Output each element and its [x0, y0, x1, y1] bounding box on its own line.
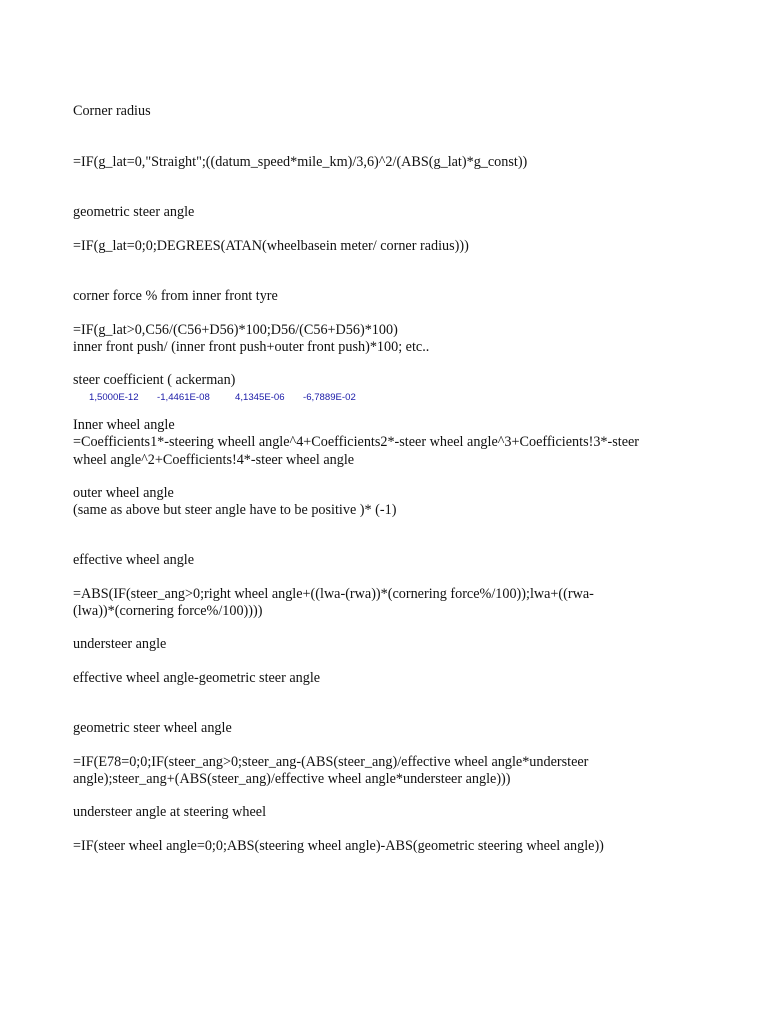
- understeer-angle-heading: understeer angle: [73, 636, 167, 652]
- geometric-steer-wheel-angle-formula-line1: =IF(E78=0;0;IF(steer_ang>0;steer_ang-(ABS(steer_ang)/effective wheel angle*understeer: [73, 754, 589, 770]
- understeer-angle-steering-wheel-formula: =IF(steer wheel angle=0;0;ABS(steering wheel angle)-ABS(geometric steering wheel angle)): [73, 838, 604, 854]
- outer-wheel-angle-note: (same as above but steer angle have to be positive )* (-1): [73, 502, 397, 518]
- inner-wheel-angle-formula-line2: wheel angle^2+Coefficients!4*-steer wheel angle: [73, 452, 355, 468]
- understeer-angle-steering-wheel-heading: understeer angle at steering wheel: [73, 804, 267, 820]
- effective-wheel-angle-heading: effective wheel angle: [73, 552, 195, 568]
- steer-coefficient-heading: steer coefficient ( ackerman): [73, 372, 236, 388]
- understeer-angle-formula: effective wheel angle-geometric steer angle: [73, 670, 321, 686]
- corner-force-explanation: inner front push/ (inner front push+outer front push)*100; etc..: [73, 339, 430, 355]
- corner-radius-formula: =IF(g_lat=0,"Straight";((datum_speed*mile_km)/3,6)^2/(ABS(g_lat)*g_const)): [73, 154, 528, 170]
- geometric-steer-angle-formula: =IF(g_lat=0;0;DEGREES(ATAN(wheelbasein meter/ corner radius))): [73, 238, 469, 254]
- effective-wheel-angle-formula-line2: (lwa))*(cornering force%/100)))): [73, 603, 263, 619]
- outer-wheel-angle-heading: outer wheel angle: [73, 485, 174, 501]
- corner-force-formula: =IF(g_lat>0,C56/(C56+D56)*100;D56/(C56+D56)*100): [73, 322, 398, 338]
- coefficient-1: 1,5000E-12: [89, 392, 139, 403]
- geometric-steer-wheel-angle-formula-line2: angle);steer_ang+(ABS(steer_ang)/effective wheel angle*understeer angle))): [73, 771, 511, 787]
- effective-wheel-angle-formula-line1: =ABS(IF(steer_ang>0;right wheel angle+((lwa-(rwa))*(cornering force%/100));lwa+((rwa-: [73, 586, 594, 602]
- geometric-steer-angle-heading: geometric steer angle: [73, 204, 195, 220]
- corner-force-heading: corner force % from inner front tyre: [73, 288, 278, 304]
- inner-wheel-angle-formula-line1: =Coefficients1*-steering wheell angle^4+Coefficients2*-steer wheel angle^3+Coefficients!3*-steer: [73, 434, 640, 450]
- coefficient-2: -1,4461E-08: [157, 392, 210, 403]
- inner-wheel-angle-heading: Inner wheel angle: [73, 417, 175, 433]
- coefficient-3: 4,1345E-06: [235, 392, 285, 403]
- corner-radius-heading: Corner radius: [73, 103, 151, 119]
- coefficient-4: -6,7889E-02: [303, 392, 356, 403]
- geometric-steer-wheel-angle-heading: geometric steer wheel angle: [73, 720, 232, 736]
